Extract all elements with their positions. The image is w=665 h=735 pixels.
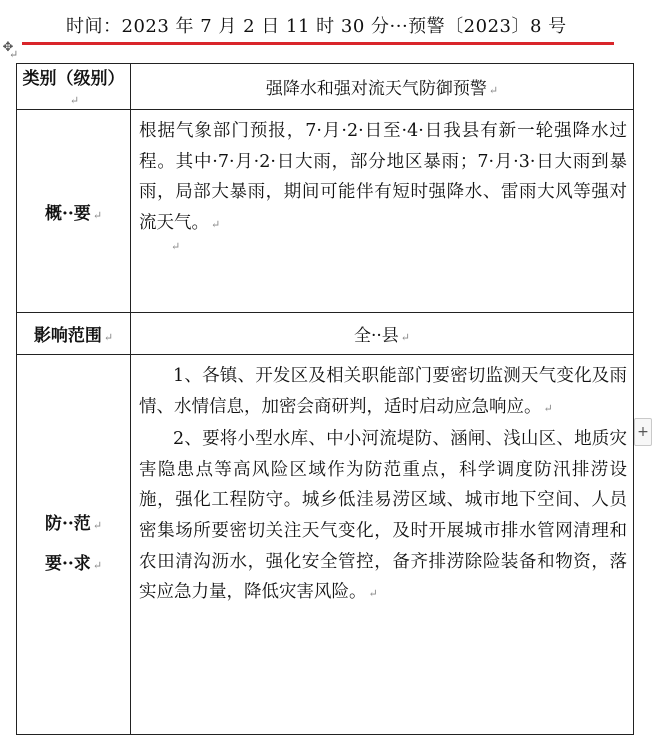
requirements-label-text-1: 防··范	[44, 513, 91, 534]
paragraph-mark-icon: ↵	[488, 84, 499, 97]
paragraph-mark-icon: ↵	[92, 558, 103, 572]
warning-table	[16, 63, 634, 735]
summary-label: 概··要	[44, 203, 91, 224]
warning-header-text: 时间：2023 年 7 月 2 日 11 时 30 分···预警〔2023〕8 号	[66, 16, 567, 37]
table-row-category	[17, 64, 634, 110]
scope-label-cell[interactable]	[17, 313, 131, 355]
paragraph-mark-icon: ↵	[103, 331, 114, 344]
requirements-label-line1	[17, 505, 130, 545]
scope-label: 影响范围	[33, 326, 102, 346]
requirements-value-cell[interactable]	[131, 355, 634, 735]
table-row-summary	[17, 110, 634, 313]
requirements-label-text-2: 要··求	[44, 553, 91, 574]
header-red-rule	[22, 42, 614, 45]
category-label: 类别（级别）	[22, 69, 125, 89]
requirements-label-cell[interactable]	[17, 355, 131, 735]
requirement-paragraph-1	[131, 355, 633, 424]
category-value: 强降水和强对流天气防御预警	[265, 79, 487, 99]
summary-value-cell[interactable]	[131, 110, 634, 313]
table-move-icon[interactable]: ✥	[2, 40, 14, 55]
paragraph-mark-icon: ↵	[543, 401, 553, 415]
paragraph-mark-icon: ↵	[69, 94, 80, 107]
paragraph-mark-icon: ↵	[9, 48, 19, 61]
summary-text	[131, 110, 633, 240]
summary-label-cell[interactable]	[17, 110, 131, 313]
paragraph-mark-icon: ↵	[211, 217, 221, 231]
requirement-text-2: 2、要将小型水库、中小河流堤防、涵闸、浅山区、地质灾害隐患点等高风险区域作为防范重点，科学调度防汛排涝设施，强化工程防守。城乡低洼易涝区域、城市地下空间、人员密集场所要密切关注天气变化，及时开展城市排水管网清理和农田清沟沥水，强化安全管控，备齐排涝除险装备和物资，落实应急力量，降低灾害风险。	[139, 429, 627, 603]
category-value-cell[interactable]	[131, 64, 634, 110]
requirement-text-1: 1、各镇、开发区及相关职能部门要密切监测天气变化及雨情、水情信息，加密会商研判，适时启动应急响应。	[139, 366, 627, 417]
category-label-cell[interactable]	[17, 64, 131, 110]
scope-value-cell[interactable]	[131, 313, 634, 355]
summary-text-content: 根据气象部门预报，7·月·2·日至·4·日我县有新一轮强降水过程。其中·7·月·2·日大雨，部分地区暴雨；7·月·3·日大雨到暴雨，局部大暴雨，期间可能伴有短时强降水、雷雨大风等强对流天气。	[139, 121, 627, 233]
scope-value: 全··县	[353, 326, 399, 346]
paragraph-mark-icon: ↵	[92, 518, 103, 532]
paragraph-mark-icon: ↵	[92, 208, 103, 222]
add-column-icon[interactable]: +	[634, 418, 652, 446]
requirements-label-line2	[17, 545, 130, 585]
document-header	[0, 0, 665, 44]
table-row-scope	[17, 313, 634, 355]
table-row-requirements	[17, 355, 634, 735]
empty-paragraph: ↵	[171, 240, 181, 254]
paragraph-mark-icon: ↵	[368, 587, 378, 601]
paragraph-mark-icon: ↵	[400, 331, 411, 344]
requirement-paragraph-2	[131, 424, 633, 610]
